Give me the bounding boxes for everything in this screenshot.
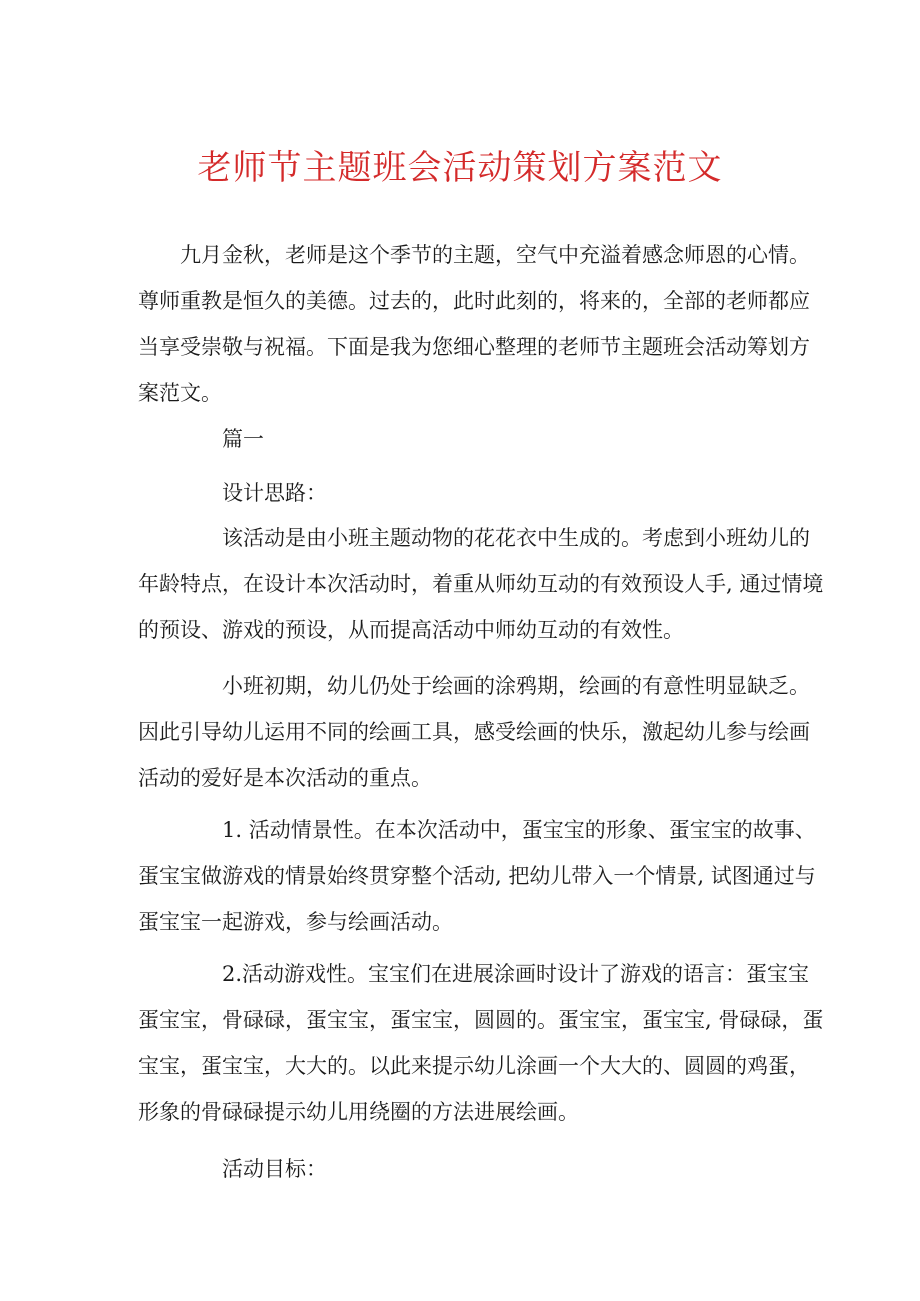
paragraph-line: 的预设、游戏的预设，从而提高活动中师幼互动的有效性。	[138, 618, 684, 642]
section-label	[138, 416, 798, 462]
paragraph-line: 1. 活动情景性。在本次活动中，蛋宝宝的形象、蛋宝宝的故事、	[222, 818, 816, 842]
paragraph-line: 活动的爱好是本次活动的重点。	[138, 766, 432, 790]
goal-heading	[138, 1146, 798, 1192]
intro-line: 九月金秋，老师是这个季节的主题，空气中充溢着感念师恩的心情。	[180, 243, 810, 267]
design-paragraph-2	[138, 663, 810, 801]
paragraph-line: 蛋宝宝做游戏的情景始终贯穿整个活动, 把幼儿带入一个情景, 试图通过与	[138, 864, 816, 888]
paragraph-line: 因此引导幼儿运用不同的绘画工具，感受绘画的快乐，激起幼儿参与绘画	[138, 720, 810, 744]
design-paragraph-1	[138, 515, 824, 653]
design-heading-text: 设计思路：	[222, 481, 327, 505]
section-label-text: 篇一	[222, 427, 264, 451]
paragraph-line: 2.活动游戏性。宝宝们在进展涂画时设计了游戏的语言：蛋宝宝	[222, 962, 810, 986]
paragraph-line: 蛋宝宝一起游戏，参与绘画活动。	[138, 910, 453, 934]
design-paragraph-4	[138, 951, 824, 1135]
document-title: 老师节主题班会活动策划方案范文	[197, 148, 723, 188]
paragraph-line: 形象的骨碌碌提示幼儿用绕圈的方法进展绘画。	[138, 1100, 579, 1124]
paragraph-line: 年龄特点，在设计本次活动时，着重从师幼互动的有效预设人手, 通过情境	[138, 572, 824, 596]
paragraph-line: 宝宝，蛋宝宝，大大的。以此来提示幼儿涂画一个大大的、圆圆的鸡蛋，	[138, 1054, 810, 1078]
design-heading	[138, 470, 798, 516]
goal-heading-text: 活动目标：	[222, 1157, 327, 1181]
design-paragraph-3	[138, 807, 816, 945]
paragraph-line: 小班初期，幼儿仍处于绘画的涂鸦期，绘画的有意性明显缺乏。	[222, 674, 810, 698]
intro-line: 尊师重教是恒久的美德。过去的，此时此刻的，将来的，全部的老师都应	[138, 289, 810, 313]
intro-line: 案范文。	[138, 381, 222, 405]
intro-line: 当享受崇敬与祝福。下面是我为您细心整理的老师节主题班会活动筹划方	[138, 335, 810, 359]
paragraph-line: 该活动是由小班主题动物的花花衣中生成的。考虑到小班幼儿的	[222, 526, 810, 550]
intro-paragraph	[138, 232, 810, 416]
paragraph-line: 蛋宝宝，骨碌碌，蛋宝宝，蛋宝宝，圆圆的。蛋宝宝，蛋宝宝, 骨碌碌，蛋	[138, 1008, 824, 1032]
